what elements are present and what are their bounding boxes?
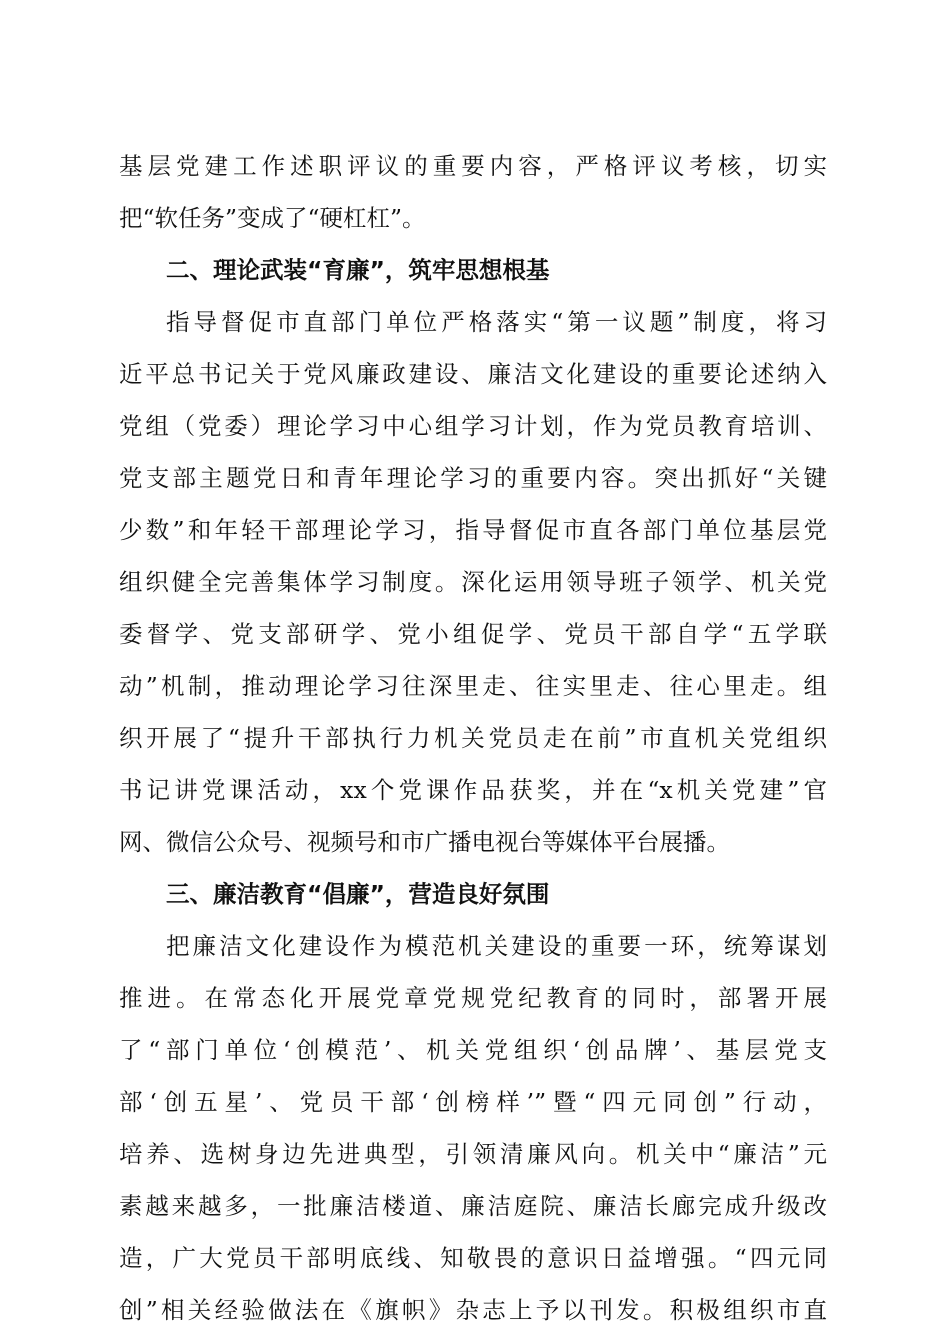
text-line: 培养、选树身边先进典型，引领清廉风向。机关中“廉洁”元: [119, 1140, 827, 1168]
text-line: 指导督促市直部门单位严格落实“第一议题”制度，将习: [166, 308, 827, 336]
text-line: 推进。在常态化开展党章党规党纪教育的同时，部署开展: [119, 984, 827, 1012]
text-line: 创”相关经验做法在《旗帜》杂志上予以刊发。积极组织市直: [119, 1296, 827, 1324]
text-line: 网、微信公众号、视频号和市广播电视台等媒体平台展播。: [119, 828, 730, 856]
text-line: 党支部主题党日和青年理论学习的重要内容。突出抓好“关键: [119, 464, 827, 492]
text-line: 党组（党委）理论学习中心组学习计划，作为党员教育培训、: [119, 412, 827, 440]
text-line: 部‘创五星’、党员干部‘创榜样’”暨“四元同创”行动，: [119, 1088, 827, 1116]
text-line: 了“部门单位‘创模范’、机关党组织‘创品牌’、基层党支: [119, 1036, 827, 1064]
text-line: 素越来越多，一批廉洁楼道、廉洁庭院、廉洁长廊完成升级改: [119, 1192, 827, 1220]
text-line: 动”机制，推动理论学习往深里走、往实里走、往心里走。组: [119, 672, 827, 700]
text-line: 少数”和年轻干部理论学习，指导督促市直各部门单位基层党: [119, 516, 827, 544]
text-line: 近平总书记关于党风廉政建设、廉洁文化建设的重要论述纳入: [119, 360, 827, 388]
document-body: [119, 140, 827, 1336]
text-line: 把廉洁文化建设作为模范机关建设的重要一环，统筹谋划: [166, 932, 827, 960]
section-heading: 三、廉洁教育“倡廉”，营造良好氛围: [166, 880, 550, 908]
text-line: 基层党建工作述职评议的重要内容，严格评议考核，切实: [119, 152, 827, 180]
text-line: 书记讲党课活动，xx个党课作品获奖，并在“x机关党建”官: [119, 776, 827, 804]
text-line: 委督学、党支部研学、党小组促学、党员干部自学“五学联: [119, 620, 827, 648]
text-line: 组织健全完善集体学习制度。深化运用领导班子领学、机关党: [119, 568, 827, 596]
text-line: 把“软任务”变成了“硬杠杠”。: [119, 204, 426, 232]
text-line: 造，广大党员干部明底线、知敬畏的意识日益增强。“四元同: [119, 1244, 827, 1272]
section-heading: 二、理论武装“育廉”，筑牢思想根基: [166, 256, 550, 284]
text-line: 织开展了“提升干部执行力机关党员走在前”市直机关党组织: [119, 724, 827, 752]
